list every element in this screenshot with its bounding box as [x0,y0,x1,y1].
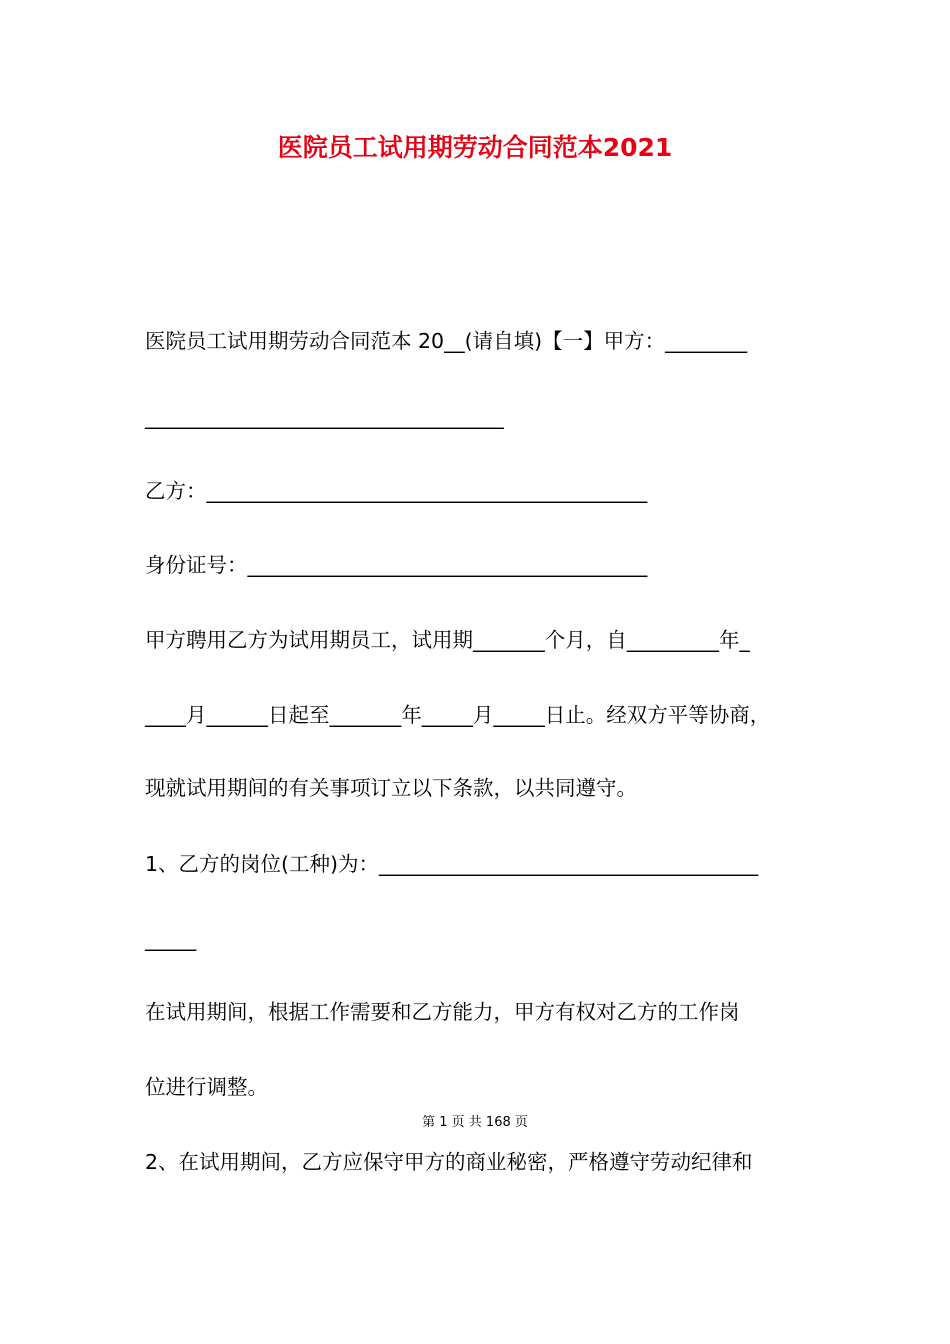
paragraph-line: 医院员工试用期劳动合同范本 20__(请自填)【一】甲方：________ [145,329,748,353]
document-title: 医院员工试用期劳动合同范本2021 [277,133,673,162]
paragraph-line: 甲方聘用乙方为试用期员工，试用期_______个月，自_________年_ [145,628,750,652]
paragraph-line: 位进行调整。 [145,1075,268,1099]
page-number-footer: 第 1 页 共 168 页 [422,1115,528,1130]
paragraph-line: _____ [145,927,197,951]
paragraph-line: 2、在试用期间，乙方应保守甲方的商业秘密，严格遵守劳动纪律和 [145,1150,753,1174]
paragraph-line: ___________________________________ [145,405,504,429]
paragraph-line: 1、乙方的岗位(工种)为：_____________________________________ [145,852,759,876]
paragraph-line: 在试用期间，根据工作需要和乙方能力，甲方有权对乙方的工作岗 [145,1000,740,1024]
paragraph-line: 身份证号：_______________________________________ [145,553,648,577]
paragraph-line: ____月______日起至_______年_____月_____日止。经双方平等协商， [145,703,771,727]
paragraph-line: 乙方：___________________________________________ [145,479,648,503]
paragraph-line: 现就试用期间的有关事项订立以下条款，以共同遵守。 [145,776,637,800]
